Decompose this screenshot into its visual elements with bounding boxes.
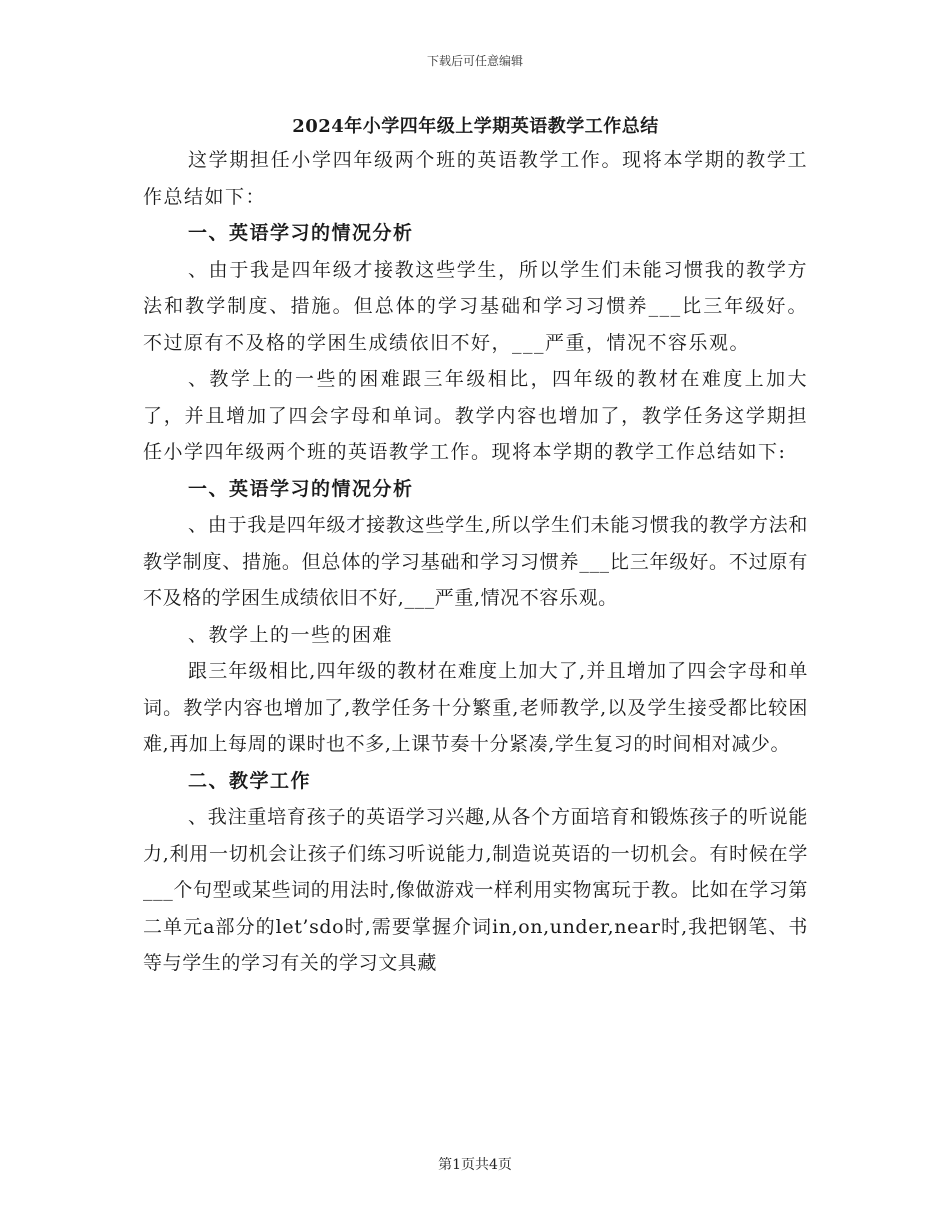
section-heading-1-repeat: 一、英语学习的情况分析	[188, 477, 414, 500]
intro-paragraph: 这学期担任小学四年级两个班的英语教学工作。现将本学期的教学工作总结如下：	[143, 149, 808, 208]
body-paragraph: 、由于我是四年级才接教这些学生,所以学生们未能习惯我的教学方法和教学制度、措施。但总体的学习基础和学习习惯养___比三年级好。不过原有不及格的学困生成绩依旧不好,___严重,情况不容乐观。	[143, 514, 808, 609]
document-body	[143, 112, 808, 982]
body-paragraph: 、我注重培育孩子的英语学习兴趣,从各个方面培育和锻炼孩子的听说能力,利用一切机会让孩子们练习听说能力,制造说英语的一切机会。有时候在学___个句型或某些词的用法时,像做游戏一样利用实物寓玩于教。比如在学习第二单元a部分的let’sdo时,需要掌握介词in,on,under,near时,我把钢笔、书等与学生的学习有关的学习文具藏	[143, 806, 808, 974]
body-paragraph: 跟三年级相比,四年级的教材在难度上加大了,并且增加了四会字母和单词。教学内容也增加了,教学任务十分繁重,老师教学,以及学生接受都比较困难,再加上每周的课时也不多,上课节奏十分紧凑,学生复习的时间相对减少。	[143, 660, 808, 755]
document-title: 2024年小学四年级上学期英语教学工作总结	[292, 116, 659, 137]
body-paragraph: 、由于我是四年级才接教这些学生，所以学生们未能习惯我的教学方法和教学制度、措施。但总体的学习基础和学习习惯养___比三年级好。不过原有不及格的学困生成绩依旧不好，___严重，情况不容乐观。	[143, 258, 808, 354]
body-paragraph: 、教学上的一些的困难	[188, 623, 394, 646]
section-heading-1: 一、英语学习的情况分析	[188, 222, 414, 244]
page-header-note: 下载后可任意编辑	[426, 54, 523, 68]
page-number: 第1页共4页	[438, 1157, 512, 1173]
body-paragraph: 、教学上的一些的困难跟三年级相比，四年级的教材在难度上加大了，并且增加了四会字母和单词。教学内容也增加了，教学任务这学期担任小学四年级两个班的英语教学工作。现将本学期的教学工作总结如下:	[143, 368, 808, 463]
section-heading-2: 二、教学工作	[188, 769, 312, 792]
